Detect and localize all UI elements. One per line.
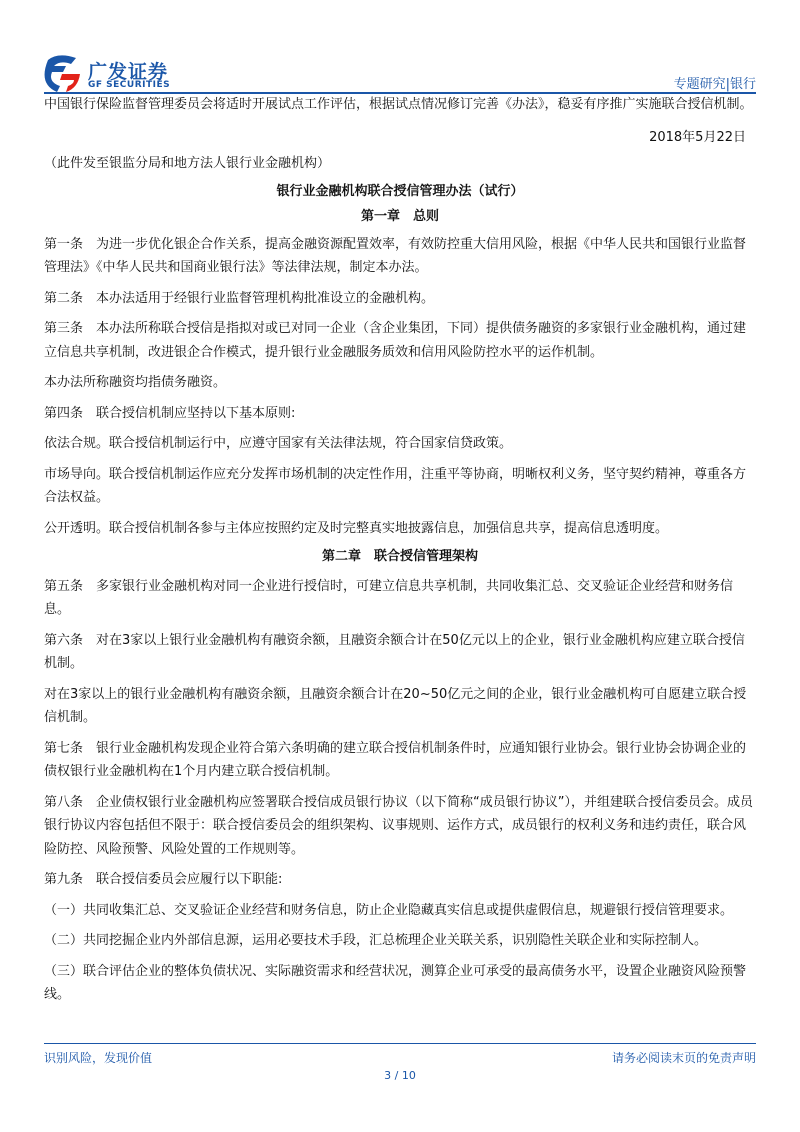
intro-paragraph: 中国银行保险监督管理委员会将适时开展试点工作评估，根据试点情况修订完善《办法》，稳妥有序推广实施联合授信机制。 <box>44 97 753 112</box>
article-6: 第六条 对在3家以上银行业金融机构有融资余额，且融资余额合计在50亿元以上的企业，银行业金融机构应建立联合授信机制。 <box>44 632 745 671</box>
footer-disclaimer: 请务必阅读末页的免责声明 <box>611 1051 756 1065</box>
article-4: 第四条 联合授信机制应坚持以下基本原则: <box>44 405 296 421</box>
principle-transparency: 公开透明。联合授信机制各参与主体应按照约定及时完整真实地披露信息，加强信息共享，提高信息透明度。 <box>44 520 669 536</box>
document-title: 银行业金融机构联合授信管理办法（试行） <box>276 183 524 199</box>
article-6-note: 对在3家以上的银行业金融机构有融资余额，且融资余额合计在20~50亿元之间的企业，银行业金融机构可自愿建立联合授信机制。 <box>44 686 747 725</box>
article-9: 第九条 联合授信委员会应履行以下职能: <box>44 872 283 887</box>
logo-name-en: GF SECURITIES <box>88 80 171 90</box>
duty-3: （三）联合评估企业的整体负债状况、实际融资需求和经营状况，测算企业可承受的最高债务水平，设置企业融资风险预警线。 <box>44 963 747 1002</box>
chapter-heading-2: 第二章 联合授信管理架构 <box>321 549 478 564</box>
article-1: 第一条 为进一步优化银企合作关系，提高金融资源配置效率，有效防控重大信用风险，根据《中华人民共和国银行业监督管理法》《中华人民共和国商业银行法》等法律法规，制定本办法。 <box>44 236 747 275</box>
document-date: 2018年5月22日 <box>649 129 746 145</box>
principle-compliance: 依法合规。联合授信机制运行中，应遵守国家有关法律法规，符合国家信贷政策。 <box>44 436 513 451</box>
principle-market: 市场导向。联合授信机制运作应充分发挥市场机制的决定性作用，注重平等协商，明晰权利义务，坚守契约精神，尊重各方合法权益。 <box>44 466 747 505</box>
page-number: 3 / 10 <box>384 1069 416 1082</box>
article-7: 第七条 银行业金融机构发现企业符合第六条明确的建立联合授信机制条件时，应通知银行业协会。银行业协会协调企业的债权银行业金融机构在1个月内建立联合授信机制。 <box>44 740 747 779</box>
article-8: 第八条 企业债权银行业金融机构应签署联合授信成员银行协议（以下简称“成员银行协议”），并组建联合授信委员会。成员银行协议内容包括但不限于：联合授信委员会的组织架构、议事规则、运作方式，成员银行的权利义务和违约责任，联合风险防控、风险预警、风险处置的工作规则等。 <box>44 794 753 857</box>
duty-2: （二）共同挖掘企业内外部信息源，运用必要技术手段，汇总梳理企业关联关系，识别隐性关联企业和实际控制人。 <box>44 933 708 948</box>
duty-1: （一）共同收集汇总、交叉验证企业经营和财务信息，防止企业隐藏真实信息或提供虚假信息，规避银行授信管理要求。 <box>44 902 734 918</box>
page-header <box>0 0 800 94</box>
article-2: 第二条 本办法适用于经银行业监督管理机构批准设立的金融机构。 <box>44 290 435 306</box>
distribution-note: （此件发至银监分局和地方法人银行业金融机构） <box>44 156 331 171</box>
footer-divider <box>44 1043 756 1044</box>
footer-slogan: 识别风险，发现价值 <box>44 1051 153 1065</box>
article-3: 第三条 本办法所称联合授信是指拟对或已对同一企业（含企业集团，下同）提供债务融资的多家银行业金融机构，通过建立信息共享机制，改进银企合作模式，提升银行业金融服务质效和信用风险防控水平的运作机制。 <box>44 321 747 360</box>
article-3-note: 本办法所称融资均指债务融资。 <box>44 375 227 390</box>
document-body <box>44 93 756 1007</box>
report-category: 专题研究|银行 <box>673 77 756 92</box>
logo-name-cn: 广发证券 <box>88 61 169 83</box>
chapter-heading-1: 第一章 总则 <box>360 209 439 224</box>
article-5: 第五条 多家银行业金融机构对同一企业进行授信时，可建立信息共享机制，共同收集汇总、交叉验证企业经营和财务信息。 <box>44 578 734 617</box>
